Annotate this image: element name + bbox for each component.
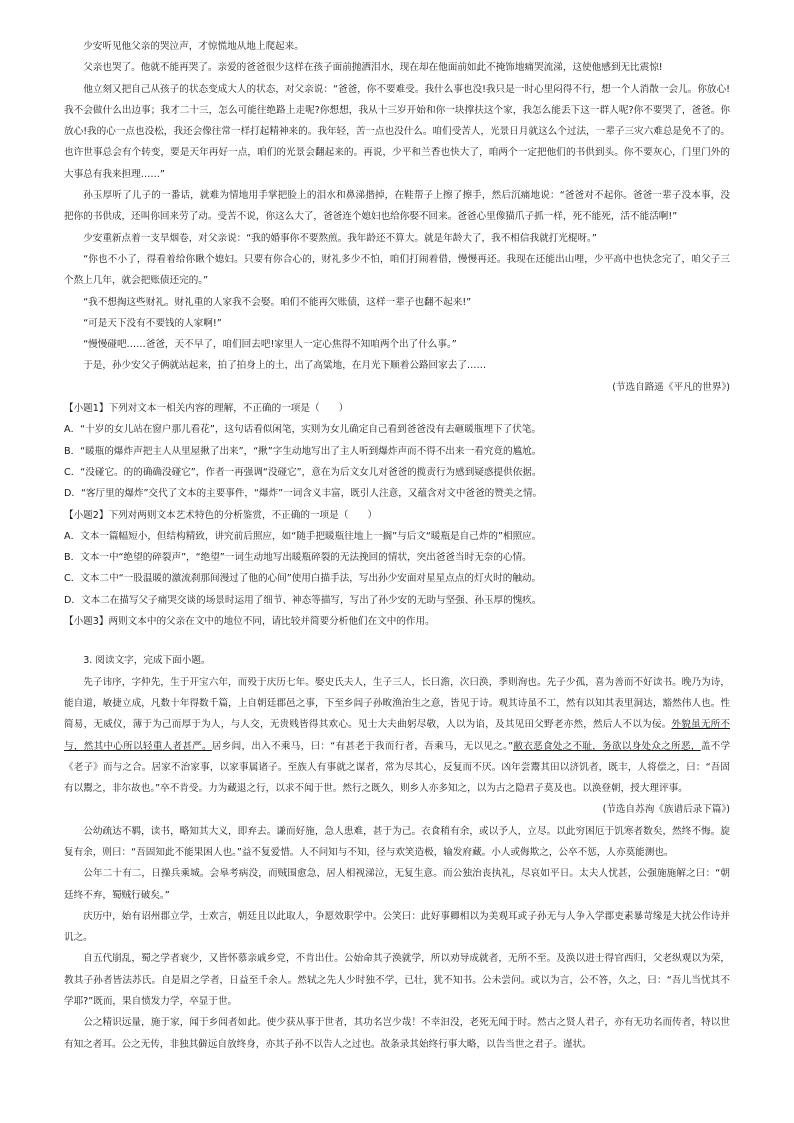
text1-paragraph-1: 少安听见他父亲的哭泣声，才惊慌地从地上爬起来。 — [83, 41, 304, 52]
underlined-sentence-2: 敝衣恶食处之不耻，务欲以身处众之所恶， — [513, 740, 701, 752]
classical-p1-part-a: 先子讳序，字仲先，生于开宝六年，而殁于庆历七年。娶史氏夫人，生子三人，长曰澹，次曰涣，季则洵也。先子少孤，喜为善而不好读书。晚乃为诗，能自道，敏捷立成，凡数十年得数千篇，上自朝廷郡邑之事，下至乡闾子孙畋渔治生之意，皆见于诗。观其诗虽不工，然有以知其表里洞达，豁然伟人也。性简易，无威仪，薄于为己而厚于为人，与人交，无贵贱皆得其欢心。见士大夫曲躬尽敬，人以为谄，及其见田父野老亦然，然后人不以为佞。 — [64, 676, 730, 731]
text1-paragraph-2: 父亲也哭了。他就不能再哭了。亲爱的爸爸很少这样在孩子面前抛洒泪水，现在却在他面前如此不掩饰地痛哭流涕，这使他感到无比震惊! — [83, 62, 663, 74]
underlined-sentence-1: 外貌虽无所不与，然其中心所以轻重人者甚严。 — [64, 719, 731, 752]
classical-p1-part-b: 居乡闾，出入不乘马，曰：“有甚老于我而行者，吾乘马，无以见之。” — [211, 740, 514, 752]
section-3-heading: 3. 阅读文字，完成下面小题。 — [83, 655, 211, 667]
document-page — [64, 36, 730, 1055]
question-2-option-a: A．文本一篇幅短小，但结构精致，讲究前后照应，如“随手把暖瓶往地上一搁”与后文“暖瓶是自己炸的”相照应。 — [64, 530, 542, 542]
classical-p1-part-c: 盖不学《老子》而与之合。居家不治家事，以家事属诸子。至族人有事就之谋者，常为尽其心，反复而不厌。凶年尝鬻其田以济饥者，既丰，人将偿之，曰：“吾固有以鬻之，非尔故也。”卒不肯受。力为藏退之行，以求不闻于世。然行之既久，则乡人亦多知之，以为古之隐君子莫及也。以涣登朝，授大理评事。 — [64, 740, 731, 795]
question-2-option-d: D．文本二在描写父子痛哭交谈的场景时运用了细节、神态等描写，写出了孙少安的无助与坚强、孙玉厚的愧疚。 — [64, 594, 542, 606]
text1-paragraph-6: “你也不小了，得看着给你瞅个媳妇。只要有你合心的，财礼多少不怕，咱们打闹着借，慢慢再还。我现在还能出山哩，少平高中也快念完了，咱父子三个熬上几年，就会把账债还完的。” — [64, 253, 730, 287]
question-1-option-a: A．“十岁的女儿站在窗户那儿看花”，这句话看似闲笔，实则为女儿确定自己看到爸爸没有去砸暖瓶埋下了伏笔。 — [64, 424, 542, 436]
text1-paragraph-9: “慢慢碰吧……爸爸，天不早了，咱们回去吧!家里人一定心焦得不知咱两个出了什么事。” — [83, 339, 457, 351]
classical-paragraph-1 — [64, 672, 730, 800]
question-3-stem: 【小题3】两则文本中的父亲在文中的地位不同，请比较并简要分析他们在文中的作用。 — [64, 616, 435, 628]
text1-paragraph-3: 他立刻又把自己从孩子的状态变成大人的状态，对父亲说：“爸爸，你不要难受。我什么事也没!我只是一时心里闷得不行，想一个人消散一会儿。你放心!我不会做什么出边事；我才二十三，怎么可能往绝路上走呢?你想想，我从十三岁开始和你一块撑扶这个家，我怎么能丢下这一群人呢?你不要哭了，爸爸。你放心!我的心一点也没松，我还会像往常一样打起精神来的。我年轻，苦一点也没什么。咱们受苦人，光景日月就这么个过法，一辈子三灾六难总是免不了的。也许世事总会有个转变，要是天年再好一点，咱们的光景会翻起来的。再说，少平和兰香也快大了，咱两个一定把他们的书供到头。你不要灰心，门里门外的大事总有我来担理……” — [64, 83, 730, 180]
text1-paragraph-5: 少安重新点着一支旱烟卷，对父亲说：“我的婚事你不要熬煎。我年龄还不算大。就是年龄大了，我不相信我就打光棍呀。” — [83, 232, 597, 244]
classical-source: (节选自苏洵《族谱后录下篇》) — [602, 804, 730, 816]
text1-paragraph-7: “我不想掏这些财礼。财礼重的人家我不会娶。咱们不能再欠账债，这样一辈子也翻不起来!” — [83, 296, 472, 308]
text1-paragraph-10: 于是，孙少安父子俩就站起来，拍了拍身上的土，出了高粱地，在月光下顺着公路回家去了…… — [83, 360, 487, 372]
question-2-stem: 【小题2】下列对两则文本艺术特色的分析鉴赏，不正确的一项是（ ） — [64, 509, 378, 521]
section-gap — [64, 632, 730, 650]
text1-paragraph-4: 孙玉厚听了儿子的一番话，就难为情地用手掌把脸上的泪水和鼻涕揩掉，在鞋帮子上擦了擦手，然后沉痛地说：“爸爸对不起你。爸爸一辈子没本事，没把你的书供成，还叫你回来劳了动。受苦不说，你这么大了，爸爸连个媳妇也给你娶不回来。爸爸心里像猫爪子抓一样，死不能死，活不能活啊!” — [64, 190, 730, 223]
question-1-option-b: B．“暖瓶的爆炸声把主人从里屋揪了出来”，“揪”字生动地写出了主人听到爆炸声而不得不出来一看究竟的尴尬。 — [64, 445, 542, 457]
classical-paragraph-4: 庆历中，始有诏州郡立学，士欢言，朝廷且以此取人，争愿效职学中。公笑曰：此好事卿相以为美观耳或子孙无与人争入学郡吏素暴苛缘是大扰公作诗并讥之。 — [64, 910, 730, 944]
question-1-option-c: C．“没碰它。的的确确没碰它”，作者一再强调“没碰它”，意在为后文女儿对爸爸的揽责行为感到疑惑提供依据。 — [64, 466, 542, 478]
text1-paragraph-8: “可是天下没有不要钱的人家啊!” — [83, 317, 222, 329]
question-2-option-b: B．文本一中“绝望的碎裂声”，“绝望”一词生动地写出暖瓶碎裂的无法挽回的情状，突出爸爸当时无奈的心情。 — [64, 552, 532, 564]
question-1-option-d: D．“客厅里的爆炸”交代了文本的主要事件，“爆炸”一词含义丰富，既引人注意，又蕴含对文中爸爸的赞美之情。 — [64, 488, 543, 500]
classical-paragraph-6: 公之精识远量，施于家，闻于乡闾者如此。使少获从事于世者，其功名岂少哉！不幸汩没，老死无闻于时。然古之贤人君子，亦有无功名而传者，特以世有知之者耳。公之无传，非独其僻远自放终身，亦其子孙不以告人之过也。故条录其始终行事大略，以告当世之君子。谨状。 — [64, 1017, 730, 1050]
classical-paragraph-2: 公幼疏达不羁，读书，略知其大义，即弃去。谦而好施，急人患难，甚于为己。衣食稍有余，或以予人，立尽。以此穷困厄于饥寒者数矣，然终不悔。旋复有余，则曰：“吾固知此不能果困人也。”益不复爱惜。人不问知与不知，径与欢笑造极，输发府藏。小人或侮欺之，公卒不惩，人亦莫能测也。 — [64, 825, 730, 858]
classical-paragraph-5: 自五代崩乱，蜀之学者衰少，又皆怀慕亲戚乡党，不肯出仕。公始命其子涣就学，所以劝导成就者，无所不至。及涣以进士得官西归，父老纵观以为荣，教其子孙者皆法苏氏。自是眉之学者，日益至千余人。然轼之先人少时独不学，已壮，犹不知书。公未尝问。或以为言，公不答，久之，曰：“吾儿当忧其不学耶?”既而，果自愤发力学，卒显于世。 — [64, 953, 730, 1008]
text1-source: (节选自路遥《平凡的世界》) — [612, 381, 730, 393]
question-2-option-c: C．文本二中“一股温暖的激流刹那间漫过了他的心间”使用白描手法，写出孙少安面对星星点点的灯火时的触动。 — [64, 573, 542, 585]
question-1-stem: 【小题1】下列对文本一相关内容的理解，不正确的一项是（ ） — [64, 403, 349, 415]
classical-paragraph-3: 公年二十有二，日操兵乘城。会皋考病没，而贼围愈急，居人相视涕泣，无复生意。而公独治丧执礼，尽哀如平日。太夫人忧甚，公强施施解之曰：“朝廷终不弃，蜀贼行破矣。” — [64, 868, 730, 901]
